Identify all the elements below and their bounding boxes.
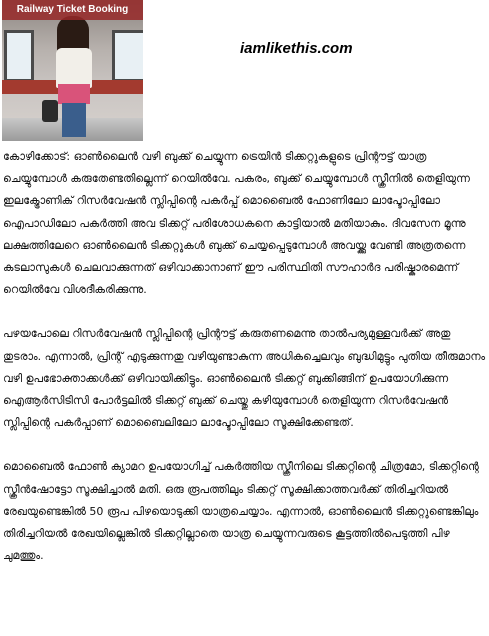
woman-skirt: [58, 84, 90, 104]
train-window: [4, 30, 34, 82]
site-url[interactable]: iamlikethis.com: [240, 40, 353, 57]
photo-title: Railway Ticket Booking: [2, 0, 143, 20]
train-window: [112, 30, 143, 82]
woman-legs: [62, 103, 86, 137]
handbag: [42, 100, 58, 122]
woman-top: [56, 48, 92, 88]
article-paragraph: കോഴിക്കോട്: ഓൺലൈൻ വഴി ബുക്ക് ചെയ്യുന്ന ട്രെയിൻ ടിക്കറ്റുകളുടെ പ്രിന്റൗട്ട് യാത്ര ചെയ്യുമ്പോൾ കരുതേണ്ടതില്ലെന്ന് റെയിൽവേ. പകരം, ബുക്ക് ചെയ്യുമ്പോൾ സ്ക്രീനിൽ തെളിയുന്ന ഇലക്ട്രോണിക് റിസർവേഷൻ സ്ലിപ്പിന്റെ പകർപ്പ് മൊബൈൽ ഫോണിലോ ലാപ്ടോപ്പിലോ ഐപാഡിലോ പകർത്തി അവ ടിക്കറ്റ് പരിശോധകനെ കാട്ടിയാൽ മതിയാകും. ദിവസേന മൂന്നു ലക്ഷത്തിലേറെ ഓൺലൈൻ ടിക്കറ്റുകൾ ബുക്ക് ചെയ്യപ്പെടുമ്പോൾ അവയ്ക്കു വേണ്ടി അത്രതന്നെ കടലാസുകൾ ചെലവാക്കുന്നത് ഒഴിവാക്കാനാണ് ഈ പരിസ്ഥിതി സൗഹാർദ പരിഷ്കാരമെന്ന് റെയിൽവേ വിശദീകരിക്കുന്നു.: [3, 150, 470, 297]
article-paragraph: പഴയപോലെ റിസർവേഷൻ സ്ലിപ്പിന്റെ പ്രിന്റൗട്ട് കരുതണമെന്നു താൽപര്യമുള്ളവർക്ക് അതു തുടരാം. എന്നാൽ, പ്രിന്റ് എടുക്കുന്നതു വഴിയുണ്ടാകുന്ന അധികച്ചെലവും ബുദ്ധിമുട്ടും പുതിയ തീരുമാനം വഴി ഉപഭോക്താക്കൾക്ക് ഒഴിവായിക്കിട്ടും. ഓൺലൈൻ ടിക്കറ്റ് ബുക്കിങ്ങിന് ഉപയോഗിക്കുന്ന ഐആർസിടിസി പോർട്ടലിൽ ടിക്കറ്റ് ബുക്ക് ചെയ്തു കഴിയുമ്പോൾ തെളിയുന്ന റിസർവേഷൻ സ്ലിപ്പിന്റെ പകർപ്പാണ് മൊബൈലിലോ ലാപ്ടോപ്പിലോ സൂക്ഷിക്കേണ്ടത്.: [3, 327, 486, 430]
article-paragraph: മൊബൈൽ ഫോൺ ക്യാമറ ഉപയോഗിച്ച് പകർത്തിയ സ്ക്രീനിലെ ടിക്കറ്റിന്റെ ചിത്രമോ, ടിക്കറ്റിന്റെ സ്ക്രീൻഷോട്ടോ സൂക്ഷിച്ചാൽ മതി. ഒരു രൂപത്തിലും ടിക്കറ്റ് സൂക്ഷിക്കാത്തവർക്ക് തിരിച്ചറിയൽ രേഖയുണ്ടെങ്കിൽ 50 രൂപ പിഴയൊടുക്കി യാത്രചെയ്യാം. എന്നാൽ, ഓൺലൈൻ ടിക്കറ്റുണ്ടെങ്കിലും തിരിച്ചറിയൽ രേഖയില്ലെങ്കിൽ ടിക്കറ്റില്ലാതെ യാത്ര ചെയ്യുന്നവരുടെ കൂട്ടത്തിൽപെടുത്തി പിഴ ചുമത്തും.: [3, 460, 479, 563]
article-photo: [2, 0, 143, 141]
article-body: [3, 146, 486, 567]
